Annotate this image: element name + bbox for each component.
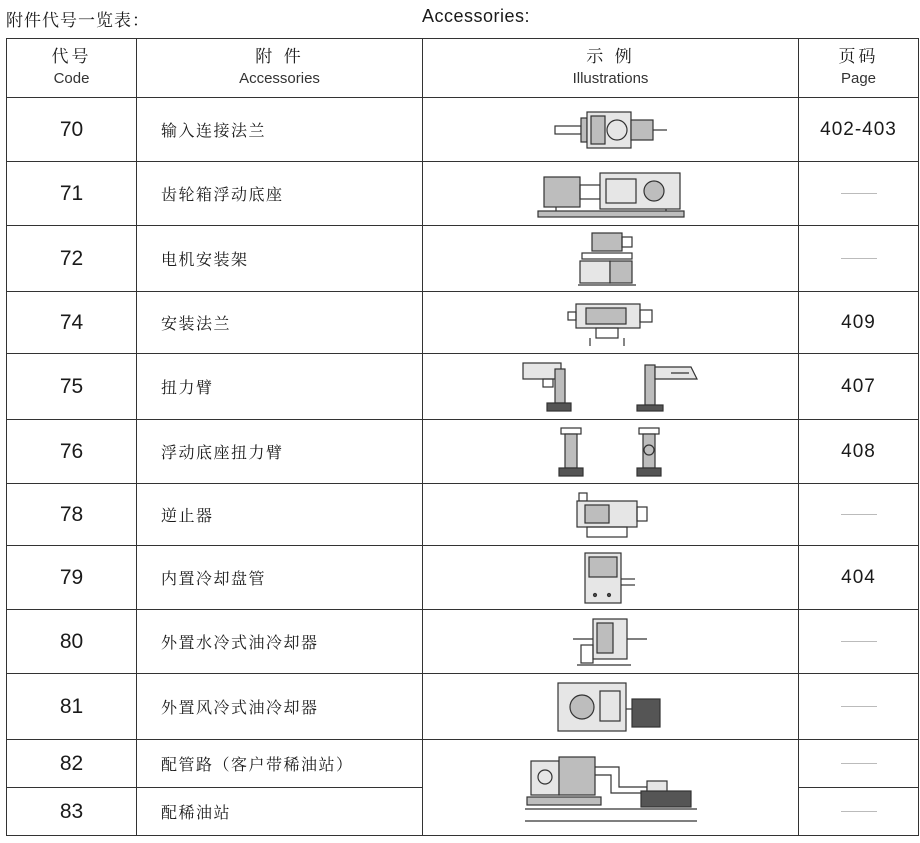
row-name: 外置风冷式油冷却器	[137, 674, 423, 740]
page-title-cn: 附件代号一览表：	[6, 11, 150, 31]
col-header-accessories	[137, 39, 423, 98]
backstop-illustration	[571, 489, 651, 541]
row-name: 安装法兰	[137, 292, 423, 354]
table-row	[7, 162, 919, 226]
row-illustration	[423, 162, 799, 226]
col-header-illustrations	[423, 39, 799, 98]
table-header-row	[7, 39, 919, 98]
empty-dash	[841, 811, 877, 812]
row-illustration	[423, 226, 799, 292]
row-code: 79	[7, 546, 137, 610]
row-name: 逆止器	[137, 484, 423, 546]
row-illustration	[423, 484, 799, 546]
table-row	[7, 484, 919, 546]
page-title-en: Accessories:	[422, 6, 531, 26]
row-name: 电机安装架	[137, 226, 423, 292]
row-page	[799, 226, 919, 292]
empty-dash	[841, 763, 877, 764]
row-page	[799, 788, 919, 836]
col-header-illustrations-en: Illustrations	[572, 70, 649, 87]
row-code: 80	[7, 610, 137, 674]
motor-mount-illustration	[576, 231, 646, 287]
table-row	[7, 420, 919, 484]
row-name: 浮动底座扭力臂	[137, 420, 423, 484]
col-header-page-cn: 页码	[838, 47, 879, 67]
row-page: 407	[799, 354, 919, 420]
col-header-code-cn: 代号	[51, 47, 92, 67]
row-illustration	[423, 546, 799, 610]
row-code: 78	[7, 484, 137, 546]
row-name: 配管路（客户带稀油站）	[137, 740, 423, 788]
mounting-flange-illustration	[566, 298, 656, 348]
table-row	[7, 546, 919, 610]
row-page	[799, 484, 919, 546]
row-illustration	[423, 292, 799, 354]
row-illustration-shared	[423, 740, 799, 836]
row-page: 409	[799, 292, 919, 354]
row-code: 83	[7, 788, 137, 836]
table-row	[7, 226, 919, 292]
piping-lubrication-illustration	[523, 747, 699, 829]
cooling-coil-illustration	[581, 551, 641, 605]
col-header-illustrations-cn: 示 例	[586, 47, 635, 67]
col-header-accessories-cn: 附 件	[255, 47, 304, 67]
row-code: 75	[7, 354, 137, 420]
floating-base-illustration	[536, 169, 686, 219]
row-illustration	[423, 610, 799, 674]
empty-dash	[841, 706, 877, 707]
row-page	[799, 162, 919, 226]
col-header-page	[799, 39, 919, 98]
row-code: 72	[7, 226, 137, 292]
row-name: 齿轮箱浮动底座	[137, 162, 423, 226]
row-name: 外置水冷式油冷却器	[137, 610, 423, 674]
row-code: 70	[7, 98, 137, 162]
row-page: 402-403	[799, 98, 919, 162]
col-header-code-en: Code	[53, 70, 90, 87]
table-row	[7, 98, 919, 162]
row-page: 404	[799, 546, 919, 610]
col-header-page-en: Page	[840, 70, 877, 87]
row-page	[799, 674, 919, 740]
row-name: 扭力臂	[137, 354, 423, 420]
table-row	[7, 292, 919, 354]
empty-dash	[841, 514, 877, 515]
row-illustration	[423, 98, 799, 162]
air-oil-cooler-illustration	[556, 679, 666, 735]
row-name: 输入连接法兰	[137, 98, 423, 162]
col-header-accessories-en: Accessories	[239, 70, 320, 87]
row-code: 74	[7, 292, 137, 354]
table-row	[7, 610, 919, 674]
accessories-table	[6, 38, 919, 836]
table-row	[7, 740, 919, 788]
row-illustration	[423, 674, 799, 740]
row-code: 82	[7, 740, 137, 788]
row-page: 408	[799, 420, 919, 484]
row-name: 配稀油站	[137, 788, 423, 836]
input-flange-illustration	[551, 106, 671, 154]
row-page	[799, 740, 919, 788]
floating-torque-arm-illustration	[551, 426, 671, 478]
torque-arm-illustration	[521, 359, 701, 415]
empty-dash	[841, 258, 877, 259]
water-oil-cooler-illustration	[571, 615, 651, 669]
row-illustration	[423, 354, 799, 420]
row-code: 76	[7, 420, 137, 484]
row-page	[799, 610, 919, 674]
row-code: 71	[7, 162, 137, 226]
row-illustration	[423, 420, 799, 484]
row-name: 内置冷却盘管	[137, 546, 423, 610]
col-header-code	[7, 39, 137, 98]
row-code: 81	[7, 674, 137, 740]
empty-dash	[841, 641, 877, 642]
table-row	[7, 674, 919, 740]
empty-dash	[841, 193, 877, 194]
table-row	[7, 354, 919, 420]
